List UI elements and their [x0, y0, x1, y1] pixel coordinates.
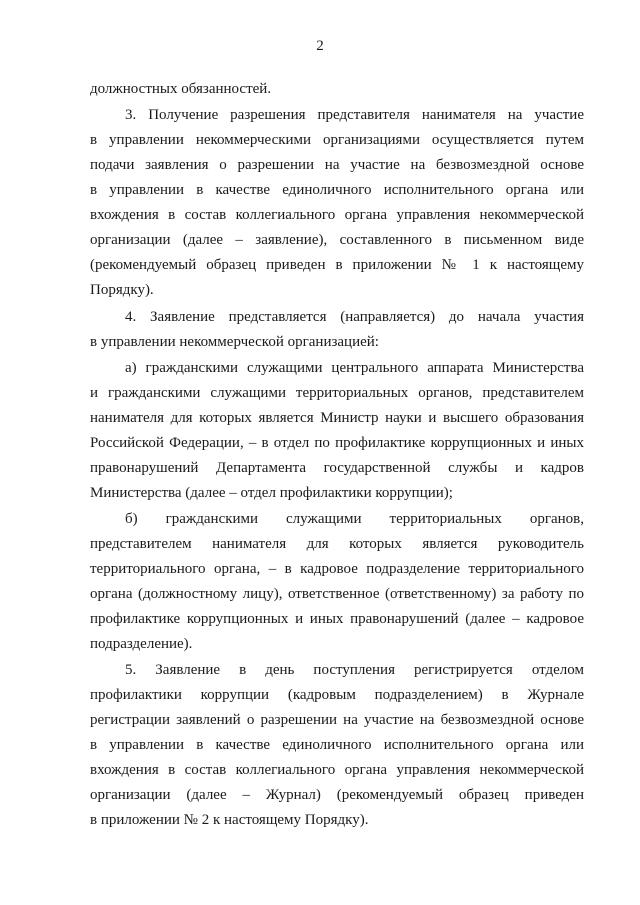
page-number: 2 — [316, 38, 324, 54]
paragraph-3-line-4: правонарушений Департамента государственной службы и кадров — [90, 460, 584, 476]
paragraph-0-line-0: должностных обязанностей. — [90, 81, 272, 97]
paragraph-4-line-5: подразделение). — [90, 636, 193, 652]
paragraph-4-line-1: представителем нанимателя для которых является руководитель — [90, 536, 584, 552]
paragraph-1-line-1: в управлении некоммерческими организациями осуществляется путем — [90, 132, 584, 148]
paragraph-1-line-3: в управлении в качестве единоличного исполнительного органа или — [90, 182, 584, 198]
paragraph-1-line-0: 3. Получение разрешения представителя нанимателя на участие — [125, 107, 584, 123]
paragraph-3-line-1: и гражданскими служащими территориальных органов, представителем — [90, 385, 584, 401]
paragraph-2-line-1: в управлении некоммерческой организацией: — [90, 334, 379, 350]
paragraph-1-line-2: подачи заявления о разрешении на участие на безвозмездной основе — [90, 157, 584, 173]
paragraph-5-line-1: профилактики коррупции (кадровым подразделением) в Журнале — [90, 687, 584, 703]
paragraph-1-line-4: вхождения в состав коллегиального органа управления некоммерческой — [90, 207, 584, 223]
paragraph-4-line-2: территориального органа, – в кадровое подразделение территориального — [90, 561, 584, 577]
paragraph-5-line-6: в приложении № 2 к настоящему Порядку). — [90, 812, 369, 828]
paragraph-5-line-0: 5. Заявление в день поступления регистрируется отделом — [125, 662, 584, 678]
paragraph-1-line-7: Порядку). — [90, 282, 154, 298]
paragraph-1-line-6: (рекомендуемый образец приведен в приложении № 1 к настоящему — [90, 257, 584, 273]
paragraph-3-line-5: Министерства (далее – отдел профилактики коррупции); — [90, 485, 453, 501]
paragraph-5-line-4: вхождения в состав коллегиального органа управления некоммерческой — [90, 762, 584, 778]
paragraph-3-line-2: нанимателя для которых является Министр науки и высшего образования — [90, 410, 584, 426]
paragraph-3-line-3: Российской Федерации, – в отдел по профилактике коррупционных и иных — [90, 435, 584, 451]
paragraph-3-line-0: а) гражданскими служащими центрального аппарата Министерства — [125, 360, 584, 376]
paragraph-4-line-3: органа (должностному лицу), ответственное (ответственному) за работу по — [90, 586, 584, 602]
paragraph-5-line-5: организации (далее – Журнал) (рекомендуемый образец приведен — [90, 787, 584, 803]
paragraph-5-line-2: регистрации заявлений о разрешении на участие на безвозмездной основе — [90, 712, 584, 728]
paragraph-1-line-5: организации (далее – заявление), составленного в письменном виде — [90, 232, 584, 248]
paragraph-4-line-0: б) гражданскими служащими территориальных органов, — [125, 511, 584, 527]
paragraph-5-line-3: в управлении в качестве единоличного исполнительного органа или — [90, 737, 584, 753]
paragraph-2-line-0: 4. Заявление представляется (направляется) до начала участия — [125, 309, 584, 325]
paragraph-4-line-4: профилактике коррупционных и иных правонарушений (далее – кадровое — [90, 611, 584, 627]
